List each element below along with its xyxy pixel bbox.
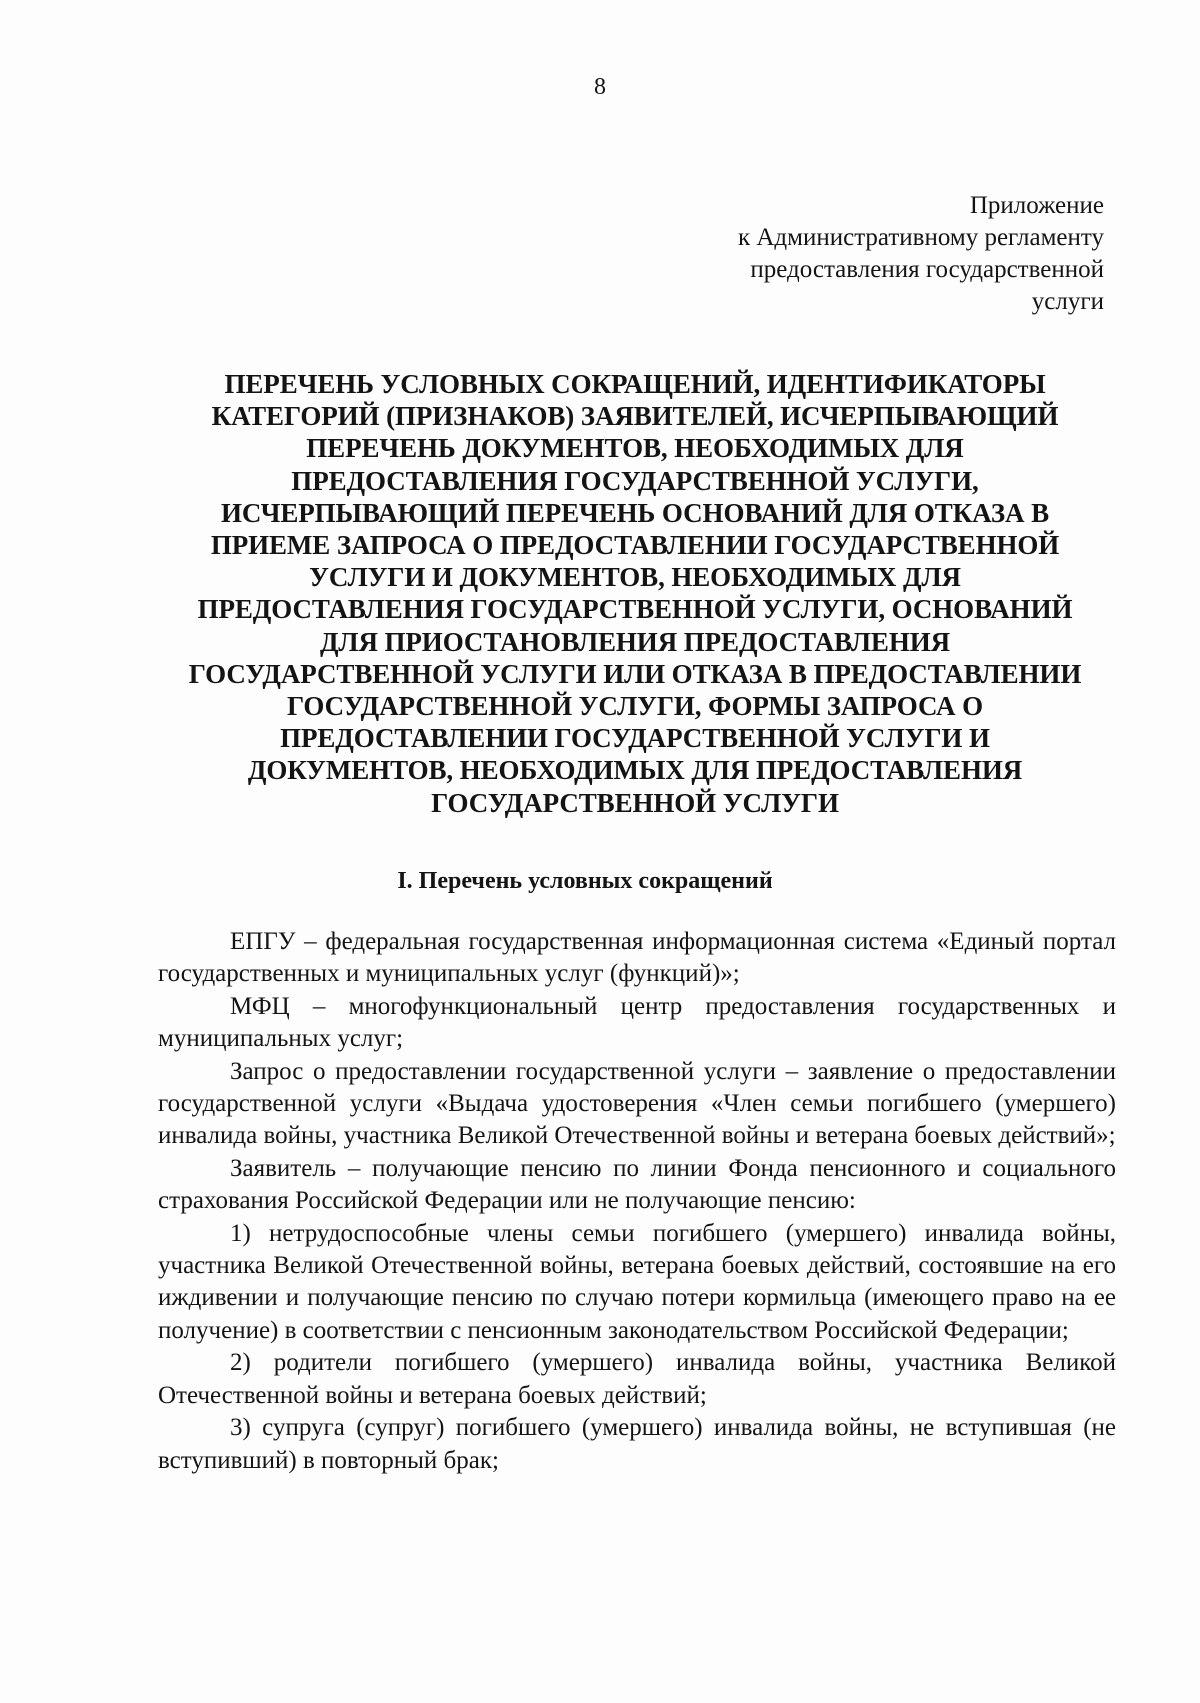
paragraph-request: Запрос о предоставлении государственной услуги – заявление о предоставлении государственной услуги «Выдача удостоверения «Член семьи погибшего (умершего) инвалида войны, участника Великой Отечественной войны и ветерана боевых действий»; bbox=[158, 1057, 1116, 1150]
title-line: КАТЕГОРИЙ (ПРИЗНАКОВ) ЗАЯВИТЕЛЕЙ, ИСЧЕРПЫВАЮЩИЙ bbox=[211, 401, 1059, 432]
paragraph-mfc: МФЦ – многофункциональный центр предоставления государственных и муниципальных услуг; bbox=[158, 992, 1116, 1053]
title-line: ПРЕДОСТАВЛЕНИЯ ГОСУДАРСТВЕННОЙ УСЛУГИ, ОСНОВАНИЙ bbox=[197, 594, 1073, 625]
title-line: ПРЕДОСТАВЛЕНИЯ ГОСУДАРСТВЕННОЙ УСЛУГИ, bbox=[291, 465, 979, 496]
title-line: УСЛУГИ И ДОКУМЕНТОВ, НЕОБХОДИМЫХ ДЛЯ bbox=[309, 562, 961, 593]
title-line: ПРИЕМЕ ЗАПРОСА О ПРЕДОСТАВЛЕНИИ ГОСУДАРСТВЕННОЙ bbox=[210, 530, 1060, 561]
title-line: ПЕРЕЧЕНЬ УСЛОВНЫХ СОКРАЩЕНИЙ, ИДЕНТИФИКАТОРЫ bbox=[224, 369, 1046, 399]
title-line: ИСЧЕРПЫВАЮЩИЙ ПЕРЕЧЕНЬ ОСНОВАНИЙ ДЛЯ ОТКАЗА В bbox=[221, 497, 1049, 528]
paragraph-epgu: ЕПГУ – федеральная государственная информационная система «Единый портал государственных и муниципальных услуг (функций)»; bbox=[158, 928, 1116, 988]
title-line: ДОКУМЕНТОВ, НЕОБХОДИМЫХ ДЛЯ ПРЕДОСТАВЛЕНИЯ bbox=[247, 755, 1023, 786]
section-heading: I. Перечень условных сокращений bbox=[397, 868, 773, 894]
paragraph-applicant: Заявитель – получающие пенсию по линии Фонда пенсионного и социального страхования Российской Федерации или не получающие пенсию: bbox=[158, 1154, 1116, 1215]
paragraph-item-3: 3) супруга (супруг) погибшего (умершего) инвалида войны, не вступившая (не вступивший) в повторный брак; bbox=[158, 1414, 1116, 1474]
document-title bbox=[150, 368, 1120, 819]
appendix-note-line: к Административному регламенту bbox=[737, 224, 1104, 251]
title-line: ГОСУДАРСТВЕННОЙ УСЛУГИ, ФОРМЫ ЗАПРОСА О bbox=[287, 691, 983, 722]
appendix-note-line: Приложение bbox=[969, 192, 1104, 219]
appendix-note bbox=[738, 190, 1104, 318]
appendix-note-line: услуги bbox=[1031, 288, 1104, 315]
paragraph-item-1: 1) нетрудоспособные члены семьи погибшего (умершего) инвалида войны, участника Великой Отечественной войны, ветерана боевых действий, состоявшие на его иждивении и получающие пенсию по случаю потери кормильца (имеющего право на ее получение) в соответствии с пенсионным законодательством Российской Федерации; bbox=[158, 1219, 1116, 1344]
page-number: 8 bbox=[594, 74, 606, 100]
title-line: ГОСУДАРСТВЕННОЙ УСЛУГИ ИЛИ ОТКАЗА В ПРЕДОСТАВЛЕНИИ bbox=[188, 658, 1082, 689]
paragraph-item-2: 2) родители погибшего (умершего) инвалида войны, участника Великой Отечественной войны и ветерана боевых действий; bbox=[158, 1349, 1116, 1409]
title-line: ПРЕДОСТАВЛЕНИИ ГОСУДАРСТВЕННОЙ УСЛУГИ И bbox=[280, 723, 990, 754]
appendix-note-line: предоставления государственной bbox=[750, 256, 1104, 283]
title-line: ГОСУДАРСТВЕННОЙ УСЛУГИ bbox=[431, 787, 839, 818]
title-line: ПЕРЕЧЕНЬ ДОКУМЕНТОВ, НЕОБХОДИМЫХ ДЛЯ bbox=[306, 433, 964, 464]
title-line: ДЛЯ ПРИОСТАНОВЛЕНИЯ ПРЕДОСТАВЛЕНИЯ bbox=[319, 626, 951, 657]
body-text bbox=[158, 926, 1116, 1477]
